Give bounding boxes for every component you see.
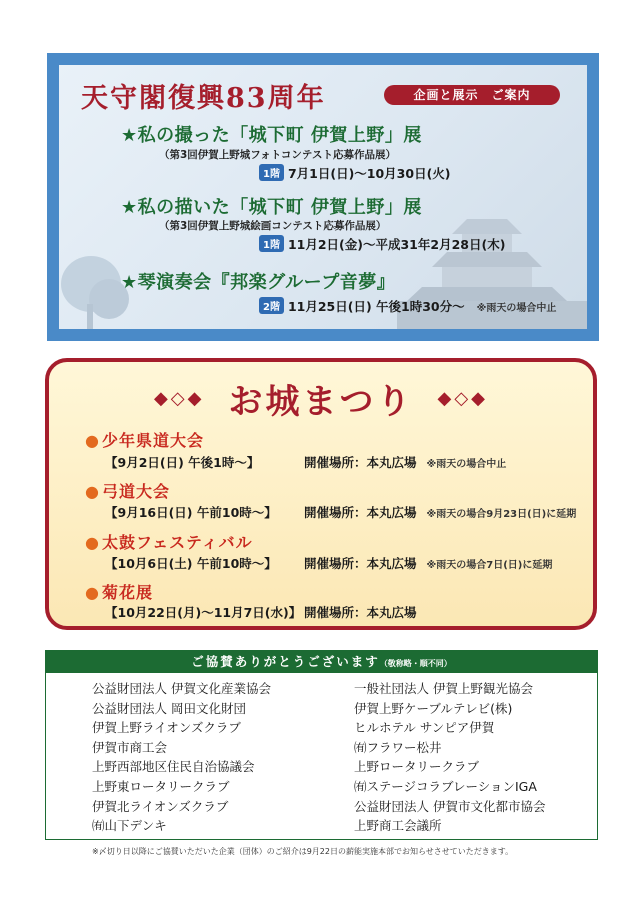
event-name-row xyxy=(85,580,153,603)
exhibit-item-date: 7月1日(日)〜10月30日(火) xyxy=(287,166,451,181)
sponsors-header-note: （敬称略・順不同） xyxy=(379,659,452,668)
festival-panel xyxy=(45,358,597,630)
event-name: 少年県道大会 xyxy=(101,431,204,450)
event-name-row xyxy=(85,479,170,502)
venue-label: 開催場所：本丸広場 xyxy=(304,455,417,470)
event-datetime: 【10月22日(月)〜11月7日(水)】 xyxy=(105,605,302,620)
sponsor-name: 伊賀上野ライオンズクラブ xyxy=(92,720,241,736)
sponsor-name: ヒルホテル サンピア伊賀 xyxy=(354,720,495,736)
floor-badge: 2階 xyxy=(259,297,284,314)
event-name: 太鼓フェスティバル xyxy=(101,533,253,552)
exhibition-panel-inner xyxy=(59,65,587,329)
event-name-row xyxy=(85,428,204,451)
sponsor-name: ㈲ステージコラブレーションIGA xyxy=(354,778,537,794)
event-datetime: 【9月16日(日) 午前10時〜】 xyxy=(105,505,277,520)
exhibit-item-schedule xyxy=(259,164,451,182)
sponsor-name: 公益財団法人 岡田文化財団 xyxy=(92,700,246,716)
event-name-row xyxy=(85,530,253,553)
sponsor-name: 公益財団法人 伊賀市文化都市協会 xyxy=(354,798,546,814)
exhibit-item-subtitle: （第3回伊賀上野城絵画コンテスト応募作品展） xyxy=(159,220,387,232)
venue-label: 開催場所：本丸広場 xyxy=(304,505,417,520)
bullet-icon: ● xyxy=(85,583,100,602)
event-venue xyxy=(304,503,576,521)
event-name: 弓道大会 xyxy=(101,482,170,501)
event-venue xyxy=(304,453,506,471)
sponsor-list-right xyxy=(354,679,545,836)
exhibition-title: 天守閣復興83周年 xyxy=(81,83,326,114)
diamond-ornament-right: ◆◇◆ xyxy=(437,388,489,409)
event-name: 菊花展 xyxy=(101,583,153,602)
sponsor-name: 伊賀北ライオンズクラブ xyxy=(92,798,229,814)
rain-note: ※雨天の場合中止 xyxy=(426,459,507,470)
floor-badge: 1階 xyxy=(259,235,284,252)
rain-note: ※雨天の場合中止 xyxy=(476,303,557,314)
exhibit-item-title: ★私の描いた「城下町 伊賀上野」展 xyxy=(121,197,422,218)
bullet-icon: ● xyxy=(85,431,100,450)
event-venue xyxy=(304,554,552,572)
exhibit-item-date: 11月25日(日) 午後1時30分〜 xyxy=(287,299,465,314)
sponsor-name: 一般社団法人 伊賀上野観光協会 xyxy=(354,681,533,696)
bullet-icon: ● xyxy=(85,533,100,552)
exhibit-item-title: ★私の撮った「城下町 伊賀上野」展 xyxy=(121,125,422,146)
sponsor-list-left xyxy=(92,679,271,836)
exhibit-item-subtitle: （第3回伊賀上野城フォトコンテスト応募作品展） xyxy=(159,149,396,161)
event-venue xyxy=(304,603,417,621)
event-datetime: 【10月6日(土) 午前10時〜】 xyxy=(105,556,277,571)
sponsors-panel xyxy=(45,650,598,840)
rain-note: ※雨天の場合7日(日)に延期 xyxy=(426,560,553,571)
sponsor-name: ㈲山下デンキ xyxy=(92,818,167,834)
sponsor-name: 上野東ロータリークラブ xyxy=(92,778,230,794)
exhibit-item-schedule xyxy=(259,297,556,315)
sponsor-name: 上野ロータリークラブ xyxy=(354,759,480,775)
sponsor-name: ㈲フラワー松井 xyxy=(354,739,442,755)
guide-label-badge: 企画と展示 ご案内 xyxy=(384,85,560,105)
rain-note: ※雨天の場合9月23日(日)に延期 xyxy=(426,509,577,520)
festival-heading xyxy=(49,374,593,423)
sponsor-name: 伊賀市商工会 xyxy=(92,739,168,755)
sponsors-footnote: ※〆切り日以降にご協賛いただいた企業（団体）のご紹介は9月22日の薪能実施本部でお知らせさせていただきます。 xyxy=(92,847,514,856)
floor-badge: 1階 xyxy=(259,164,284,181)
exhibit-item-schedule xyxy=(259,235,505,253)
sponsors-header-text: ご協賛ありがとうございます xyxy=(191,654,380,669)
tree-silhouette-icon xyxy=(59,239,129,329)
exhibit-item-date: 11月2日(金)〜平成31年2月28日(木) xyxy=(287,237,506,252)
exhibit-item-title: ★琴演奏会『邦楽グループ音夢』 xyxy=(121,272,396,293)
bullet-icon: ● xyxy=(85,482,100,501)
festival-title: お城まつり xyxy=(228,382,414,422)
venue-label: 開催場所：本丸広場 xyxy=(304,605,417,620)
sponsor-name: 上野商工会議所 xyxy=(354,818,442,834)
venue-label: 開催場所：本丸広場 xyxy=(304,556,417,571)
event-datetime: 【9月2日(日) 午後1時〜】 xyxy=(105,455,260,470)
sponsor-name: 公益財団法人 伊賀文化産業協会 xyxy=(92,681,271,696)
sponsor-name: 伊賀上野ケーブルテレビ(株) xyxy=(354,700,513,716)
sponsors-header xyxy=(46,651,597,673)
exhibition-panel xyxy=(47,53,599,341)
diamond-ornament-left: ◆◇◆ xyxy=(153,388,205,409)
sponsor-name: 上野西部地区住民自治協議会 xyxy=(92,759,255,775)
